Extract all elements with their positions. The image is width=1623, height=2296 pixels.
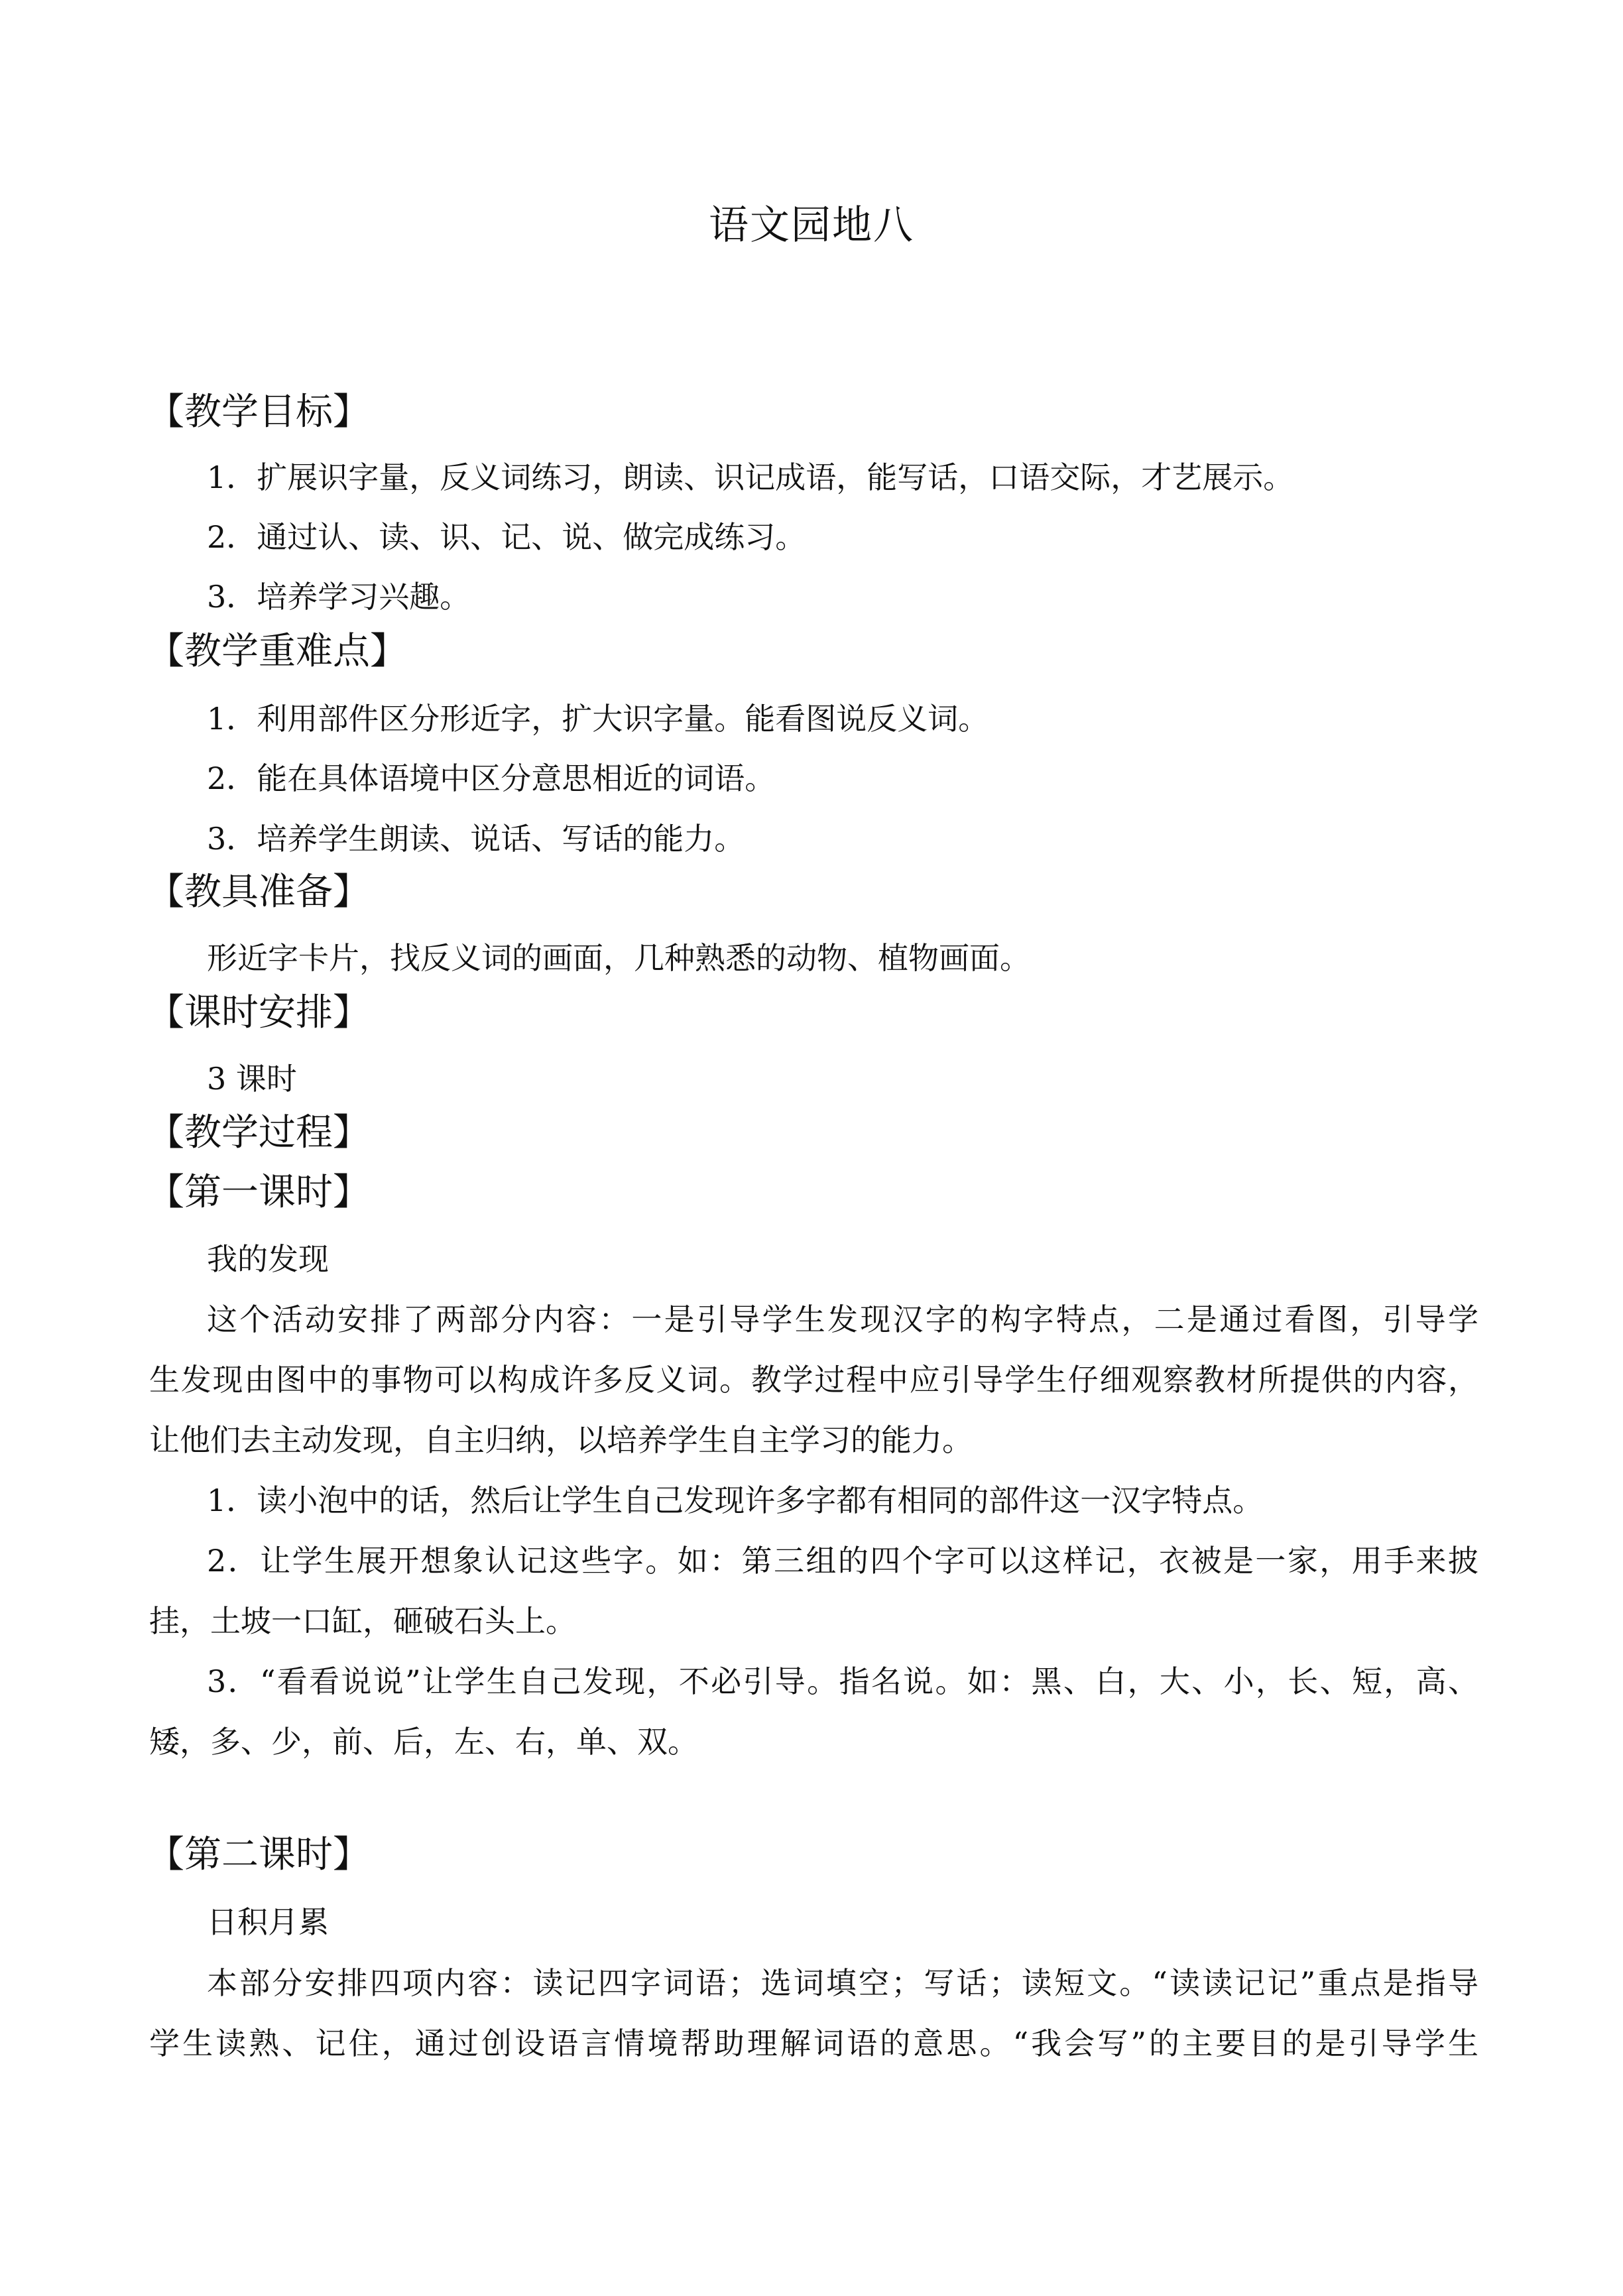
goal-item-2: 2．通过认、读、识、记、说、做完成练习。: [207, 519, 806, 555]
lesson1-intro-line-1: 这个活动安排了两部分内容：一是引导学生发现汉字的构字特点，二是通过看图，引导学: [207, 1301, 1478, 1337]
lesson1-intro-line-3: 让他们去主动发现，自主归纳，以培养学生自主学习的能力。: [149, 1422, 973, 1458]
section-heading-lesson1: 【第一课时】: [147, 1171, 370, 1214]
lesson1-step-2-line-2: 挂，土坡一口缸，砸破石头上。: [149, 1603, 576, 1639]
section-heading-lesson2: 【第二课时】: [147, 1833, 370, 1876]
lesson1-step-2-line-1: 2．让学生展开想象认记这些字。如：第三组的四个字可以这样记，衣被是一家，用手来披: [207, 1543, 1478, 1579]
lesson2-subtitle: 日积月累: [207, 1904, 329, 1940]
lesson1-intro-line-2: 生发现由图中的事物可以构成许多反义词。教学过程中应引导学生仔细观察教材所提供的内容，: [149, 1362, 1478, 1398]
section-heading-materials: 【教具准备】: [147, 871, 370, 914]
lesson1-step-3-line-2: 矮，多、少，前、后，左、右，单、双。: [149, 1724, 698, 1760]
key-point-item-1: 1．利用部件区分形近字，扩大识字量。能看图说反义词。: [207, 701, 989, 737]
section-heading-goals: 【教学目标】: [147, 391, 370, 434]
schedule-text: 3 课时: [207, 1061, 297, 1097]
lesson1-step-1: 1．读小泡中的话，然后让学生自己发现许多字都有相同的部件这一汉字特点。: [207, 1482, 1264, 1518]
lesson1-subtitle: 我的发现: [207, 1241, 329, 1277]
lesson1-step-3-line-1: 3．“看看说说”让学生自己发现，不必引导。指名说。如：黑、白，大、小，长、短，高、: [207, 1663, 1478, 1699]
section-heading-key-points: 【教学重难点】: [147, 630, 407, 673]
lesson2-intro-line-1: 本部分安排四项内容：读记四字词语；选词填空；写话；读短文。“读读记记”重点是指导: [207, 1965, 1478, 2001]
materials-text: 形近字卡片，找反义词的画面，几种熟悉的动物、植物画面。: [207, 940, 1030, 976]
key-point-item-3: 3．培养学生朗读、说话、写话的能力。: [207, 821, 745, 857]
key-point-item-2: 2．能在具体语境中区分意思相近的词语。: [207, 760, 776, 796]
goal-item-3: 3．培养学习兴趣。: [207, 579, 471, 615]
page-title: 语文园地八: [709, 202, 914, 249]
section-heading-schedule: 【课时安排】: [147, 991, 370, 1034]
section-heading-process: 【教学过程】: [147, 1111, 370, 1154]
lesson2-intro-line-2: 学生读熟、记住，通过创设语言情境帮助理解词语的意思。“我会写”的主要目的是引导学生: [149, 2025, 1478, 2061]
goal-item-1: 1．扩展识字量，反义词练习，朗读、识记成语，能写话，口语交际，才艺展示。: [207, 459, 1294, 495]
